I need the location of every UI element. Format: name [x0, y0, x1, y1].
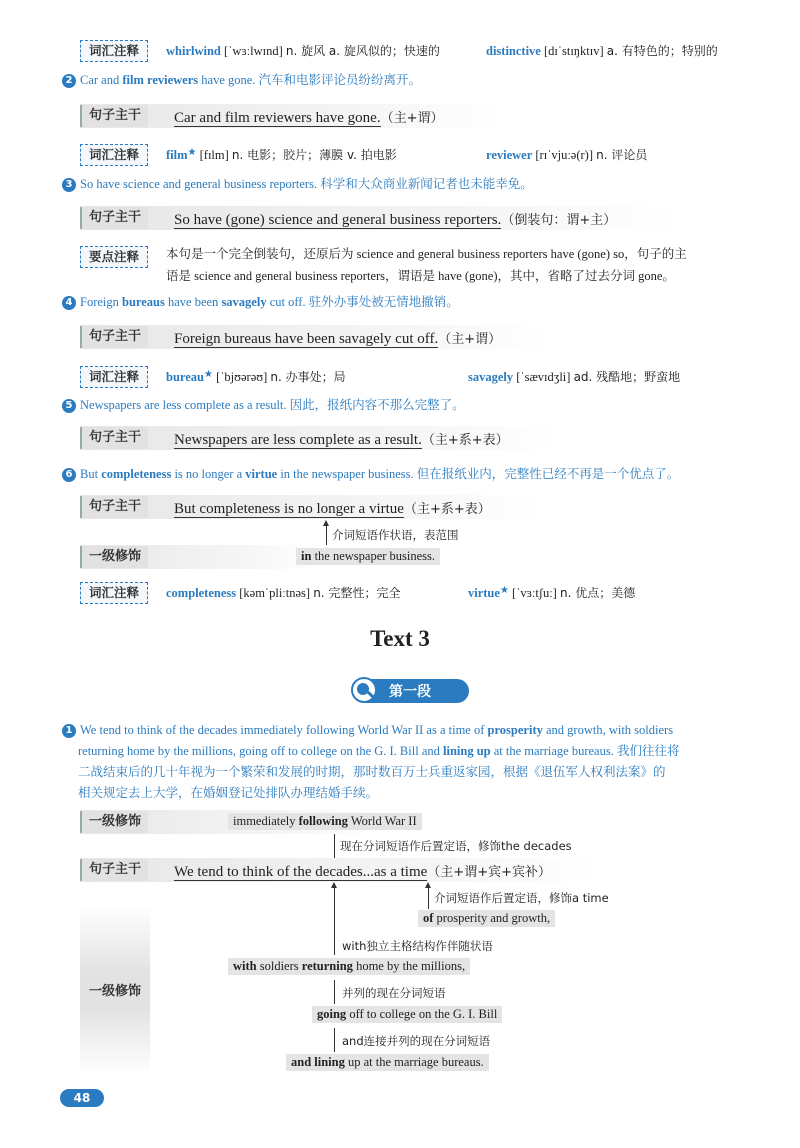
vocab-entry-savagely: savagely [ˈsævɪdʒli] ad. 残酷地；野蛮地	[468, 370, 681, 384]
main-clause: We tend to think of the decades...as a time（主+谓+宾+宾补）	[174, 864, 551, 880]
sentence-2: 2 Car and film reviewers have gone. 汽车和电影评论员纷纷离开。	[62, 70, 421, 88]
vocab-label: 词汇注释	[80, 144, 148, 166]
vocab-word: distinctive	[486, 44, 541, 58]
connector-line	[334, 1028, 335, 1052]
vocab-ipa: [ˈwɜːlwɪnd]	[224, 44, 283, 58]
sentence-3: 3 So have science and general business reporters. 科学和大众商业新闻记者也未能幸免。	[62, 174, 533, 192]
modifier-label: 一级修饰	[80, 546, 148, 568]
vocab-entry-virtue: virtue★ [ˈvɜːtʃuː] n. 优点；美德	[468, 585, 636, 600]
arrow-up-icon	[323, 520, 329, 526]
vocab-entry-distinctive	[486, 42, 718, 59]
main-label: 句子主干	[80, 859, 148, 881]
main-label: 句子主干	[80, 496, 148, 518]
vocab-ipa: [dɪˈstɪŋktɪv]	[543, 44, 604, 58]
main-clause: Foreign bureaus have been savagely cut off.（主+谓）	[174, 331, 502, 347]
arrow-up-icon	[331, 882, 337, 888]
modifier-phrase: and lining up at the marriage bureaus.	[286, 1054, 489, 1071]
main-clause	[174, 107, 444, 127]
text3-sentence-1: 1 We tend to think of the decades immediately following World War II as a time of prosperity and growth, with soldiers returning home by the millions, going off to college on the G. I. Bill and lining up at the marriage bureaus. 我们往往将 二战结束后的几十年视为一个繁荣和发展的时期，那时数百万士兵重返家园，根据《退伍军人权利法案》的 相关规定去上大学，在婚姻登记处排队办理结婚手续。	[62, 720, 772, 804]
vocab-entry-bureau: bureau★ [ˈbjʊərəʊ] n. 办事处；局	[166, 369, 346, 384]
modifier-note: 并列的现在分词短语	[342, 986, 446, 1000]
vocab-word: whirlwind	[166, 44, 221, 58]
vocab-entry-film: film★ [fɪlm] n. 电影；胶片；薄膜 v. 拍电影	[166, 147, 397, 162]
connector-line	[334, 980, 335, 1004]
vocab-entry-whirlwind	[166, 42, 440, 59]
sentence-6: 6 But completeness is no longer a virtue in the newspaper business. 但在报纸业内，完整性已经不再是一个优点了。	[62, 464, 679, 482]
vocab-entry-reviewer: reviewer [rɪˈvjuːə(r)] n. 评论员	[486, 148, 648, 162]
modifier-phrase: in the newspaper business.	[296, 548, 440, 565]
search-icon	[351, 677, 377, 703]
main-label: 句子主干	[80, 326, 148, 348]
modifier-note: and连接并列的现在分词短语	[342, 1034, 491, 1048]
main-clause: So have (gone) science and general business reporters.（倒装句：谓+主）	[174, 212, 617, 228]
modifier-phrase: with soldiers returning home by the millions,	[228, 958, 470, 975]
modifier-phrase: going off to college on the G. I. Bill	[312, 1006, 502, 1023]
paragraph-badge	[355, 679, 469, 703]
modifier-label: 一级修饰	[80, 811, 148, 833]
connector-line	[326, 523, 327, 545]
main-text: Car and film reviewers have gone.	[174, 110, 381, 126]
modifier-note: 介词短语作状语，表范围	[332, 528, 459, 542]
page-number: 48	[60, 1089, 104, 1107]
vocab-entry-completeness: completeness [kəmˈpliːtnəs] n. 完整性；完全	[166, 586, 401, 600]
sentence-number: 2	[62, 74, 76, 88]
note-label: 要点注释	[80, 246, 148, 268]
modifier-phrase: of prosperity and growth,	[418, 910, 555, 927]
connector-line	[334, 834, 335, 860]
connector-line	[428, 885, 429, 909]
main-label: 句子主干	[80, 427, 148, 449]
main-clause: But completeness is no longer a virtue（主+系+表）	[174, 501, 491, 517]
main-clause: Newspapers are less complete as a result.（主+系+表）	[174, 432, 509, 448]
vocab-definition: a. 有特色的；特别的	[606, 44, 718, 58]
modifier-phrase: immediately following World War II	[228, 813, 422, 830]
modifier-note: 介词短语作后置定语，修饰a time	[434, 891, 609, 905]
main-label: 句子主干	[80, 105, 148, 127]
modifier-note: 现在分词短语作后置定语，修饰the decades	[340, 839, 572, 853]
sentence-4: 4 Foreign bureaus have been savagely cut off. 驻外办事处被无情地撤销。	[62, 292, 459, 310]
arrow-up-icon	[425, 882, 431, 888]
sentence-5: 5 Newspapers are less complete as a result. 因此，报纸内容不那么完整了。	[62, 395, 465, 413]
vocab-label: 词汇注释	[80, 582, 148, 604]
vocab-label: 词汇注释	[80, 366, 148, 388]
vocab-definition: n. 旋风 a. 旋风似的；快速的	[285, 44, 440, 58]
connector-line	[334, 885, 335, 955]
paragraph-label: 第一段	[389, 684, 431, 700]
vocab-label: 词汇注释	[80, 40, 148, 62]
modifier-note: with独立主格结构作伴随状语	[342, 939, 493, 953]
structure-tag: （主+谓）	[380, 111, 444, 126]
main-label: 句子主干	[80, 207, 148, 229]
text-title: Text 3	[370, 626, 430, 651]
key-note: 本句是一个完全倒装句，还原后为 science and general business reporters have (gone) so，句子的主 语是 science and general business reporters，谓语是 have (gone)，其中，省略了过去分词 gone。	[166, 247, 687, 283]
modifier-label: 一级修饰	[88, 984, 141, 999]
